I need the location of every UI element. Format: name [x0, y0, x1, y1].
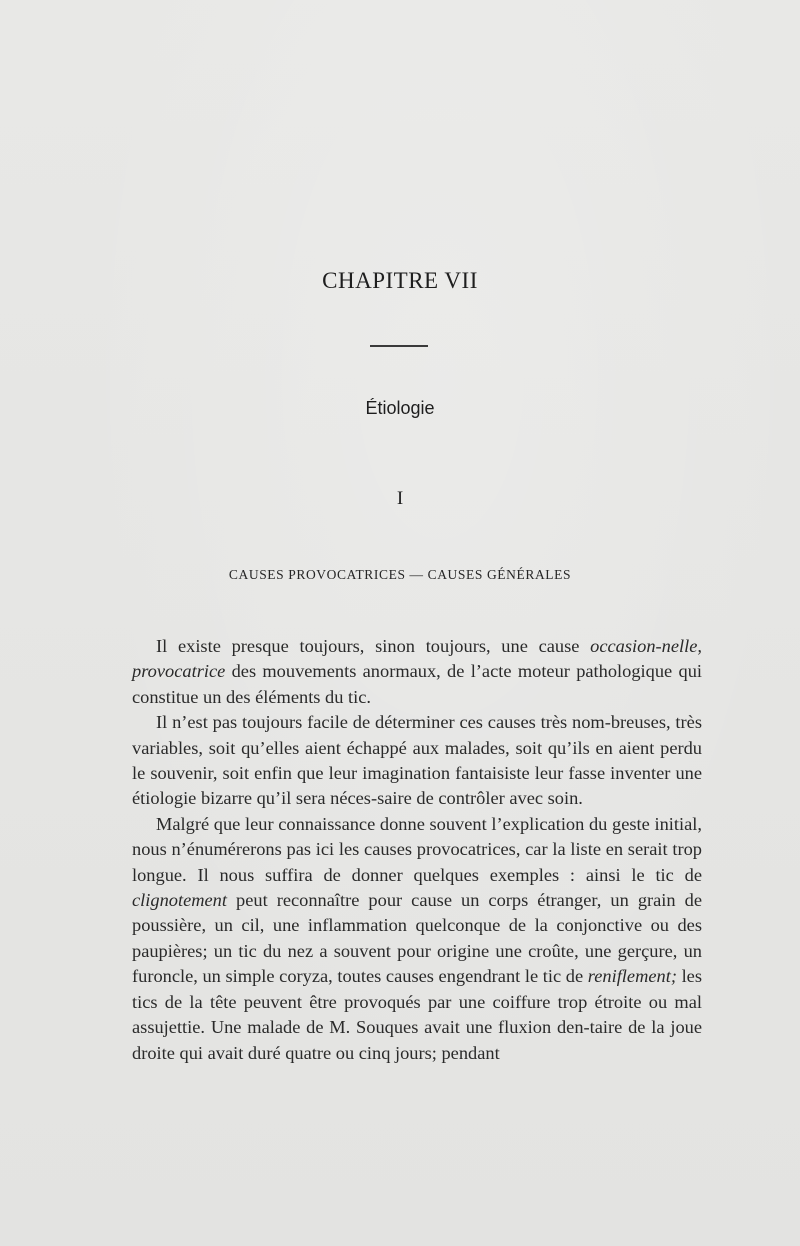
italic-text: clignotement	[132, 890, 227, 911]
paragraph-text: des mouvements anormaux, de l’acte moteur pathologique qui constitue un des éléments du tic.	[132, 661, 702, 707]
paragraph-text: les tics de la tête peuvent être provoqués par une coiffure trop étroite ou mal assujettie. Une malade de M. Souques avait une fluxion den-taire de la joue droite qui avait duré quatre ou cinq jours; pendant	[132, 966, 703, 1063]
paragraph	[132, 634, 702, 710]
title-divider	[370, 345, 428, 347]
bleed-through-text	[118, 120, 718, 540]
paragraph-text: peut reconnaître pour cause un corps étranger, un grain de poussière, un cil, une inflammation quelconque de la conjonctive ou des paupières; un tic du nez a souvent pour origine une croûte, une gerçure, un furoncle, un simple coryza, toutes causes engendrant le tic de	[132, 890, 702, 987]
body-text	[132, 634, 702, 1066]
section-title: Étiologie	[365, 398, 435, 418]
paragraph-text: Malgré que leur connaissance donne souvent l’explication du geste initial, nous n’énumérerons pas ici les causes provocatrices, car la liste en serait trop longue. Il nous suffira de donner quelques exemples : ainsi le tic de	[132, 813, 702, 885]
chapter-title: CHAPITRE VII	[322, 268, 478, 293]
part-number: I	[396, 488, 404, 509]
italic-text: occasion-nelle, provocatrice	[132, 636, 702, 682]
paragraph	[132, 812, 702, 1066]
section-subheading: CAUSES PROVOCATRICES — CAUSES GÉNÉRALES	[228, 567, 572, 582]
italic-text: reniflement;	[587, 966, 677, 987]
paragraph-text: Il existe presque toujours, sinon toujours, une cause	[156, 636, 591, 656]
paragraph-text: Il n’est pas toujours facile de déterminer ces causes très nom-breuses, très variables, soit qu’elles aient échappé aux malades, soit qu’ils en aient perdu le souvenir, soit enfin que leur imagination fantaisiste leur fasse inventer une étiologie bizarre qu’il sera néces-saire de contrôler avec soin.	[132, 712, 702, 809]
paragraph	[132, 710, 702, 812]
